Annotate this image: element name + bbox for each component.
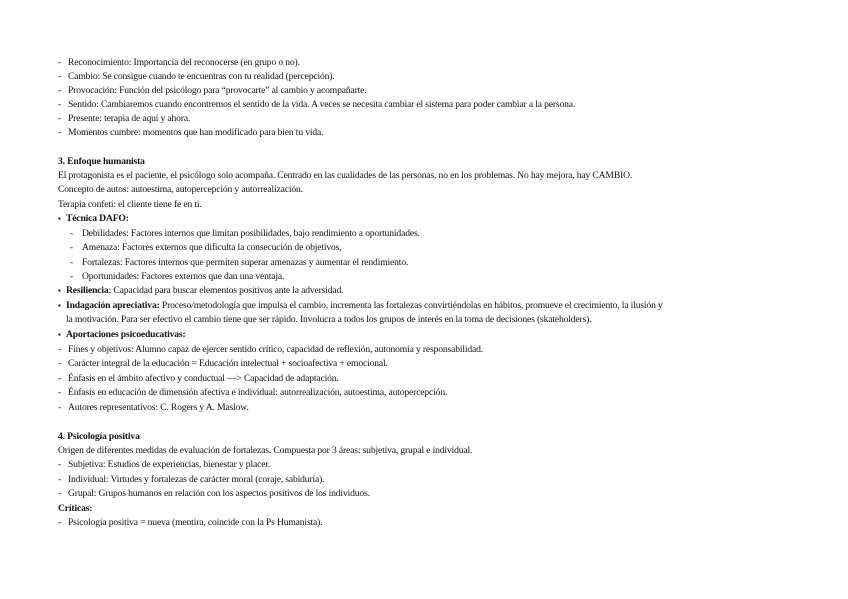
dash-marker: - [70,257,74,268]
dash-marker: - [58,459,62,470]
aportaciones-item-text: Énfasis en el ámbito afectivo y conductual —> Capacidad de adaptación. [68,373,339,384]
dash-marker: - [70,228,74,239]
paragraph: El protagonista es el paciente, el psicólogo solo acompaña. Centrado en las cualidades de las personas, no en los problemas. No hay mejora, hay CAMBIO. [58,170,633,181]
intro-list-text: Momentos cumbre: momentos que han modificado para bien tu vida. [68,127,324,138]
dash-marker: - [58,71,62,82]
resiliencia-line [66,285,343,297]
criticas-item-text: Psicología positiva = nueva (mentira, coincide con la Ps Humanista). [68,517,323,528]
dafo-item-text: Debilidades: Factores internos que limitan posibilidades, bajo rendimiento a oportunidades. [82,228,420,239]
indagacion-line [66,300,663,312]
dafo-title: Técnica DAFO: [66,213,129,224]
bullet-marker: ▪ [58,330,61,339]
positive-area-text: Grupal: Grupos humanos en relación con los aspectos positivos de los individuos. [68,488,370,499]
criticas-title: Críticas: [58,503,93,514]
dafo-item-text: Oportunidades: Factores externos que dan una ventaja. [82,271,285,282]
aportaciones-item-text: Carácter integral de la educación = Educación intelectual + socioafectiva + emocional. [68,358,388,369]
section-heading: 4. Psicología positiva [58,431,140,442]
dash-marker: - [70,242,74,253]
dash-marker: - [58,57,62,68]
aportaciones-title: Aportaciones psicoeducativas: [66,329,186,340]
aportaciones-item-text: Autores representativos: C. Rogers y A. Maslow. [68,402,249,413]
positive-area-text: Subjetiva: Estudios de experiencias, bienestar y placer. [68,459,271,470]
paragraph: Concepto de autos: autoestima, autopercepción y autorrealización. [58,184,303,195]
dash-marker: - [58,402,62,413]
indagacion-continuation: la motivación. Para ser efectivo el cambio tiene que ser rápido. Involucra a todos los grupos de interés en la toma de decisiones (skateholders). [66,314,592,325]
bullet-marker: ▪ [58,214,61,223]
dash-marker: - [58,474,62,485]
dash-marker: - [58,113,62,124]
dash-marker: - [58,488,62,499]
dash-marker: - [58,85,62,96]
paragraph: Origen de diferentes medidas de evaluación de fortalezas. Compuesta por 3 áreas: subjetiva, grupal e individual. [58,445,473,456]
dash-marker: - [58,344,62,355]
intro-list-text: Provocación: Función del psicólogo para “provocarte” al cambio y acompañarte. [68,85,367,96]
intro-list-text: Reconocimiento: Importancia del reconocerse (en grupo o no). [68,57,300,68]
dafo-item-text: Amenaza: Factores externos que dificulta la consecución de objetivos, [82,242,342,253]
resiliencia-label: Resiliencia [66,285,109,296]
positive-area-text: Individual: Virtudes y fortalezas de carácter moral (coraje, sabiduría). [68,474,325,485]
dash-marker: - [58,517,62,528]
dash-marker: - [58,358,62,369]
dash-marker: - [58,373,62,384]
intro-list-text: Sentido: Cambiaremos cuando encontremos el sentido de la vida. A veces se necesita cambiar el sistema para poder cambiar a la persona. [68,99,576,110]
resiliencia-text: : Capacidad para buscar elementos positivos ante la adversidad. [108,285,344,296]
dash-marker: - [58,127,62,138]
section-heading: 3. Enfoque humanista [58,156,145,167]
indagacion-text: Proceso/metodología que impulsa el cambio, incrementa las fortalezas convirtiéndolas en hábitos, promueve el crecimiento, la ilusión y [159,300,663,311]
dash-marker: - [70,271,74,282]
intro-list-text: Cambio: Se consigue cuando te encuentras con tu realidad (percepción). [68,71,335,82]
bullet-marker: ▪ [58,301,61,310]
bullet-marker: ▪ [58,286,61,295]
dafo-item-text: Fortalezas: Factores internos que permiten superar amenazas y aumentar el rendimiento. [82,257,409,268]
intro-list-text: Presente: terapia de aquí y ahora. [68,113,191,124]
aportaciones-item-text: Énfasis en educación de dimensión afectiva e individual: autorrealización, autoestima, autopercepción. [68,387,448,398]
aportaciones-item-text: Fines y objetivos: Alumno capaz de ejercer sentido crítico, capacidad de reflexión, autonomía y responsabilidad. [68,344,484,355]
dash-marker: - [58,99,62,110]
dash-marker: - [58,387,62,398]
indagacion-label: Indagación apreciativa: [66,300,160,311]
paragraph: Terapia confeti: el cliente tiene fe en ti. [58,199,202,210]
